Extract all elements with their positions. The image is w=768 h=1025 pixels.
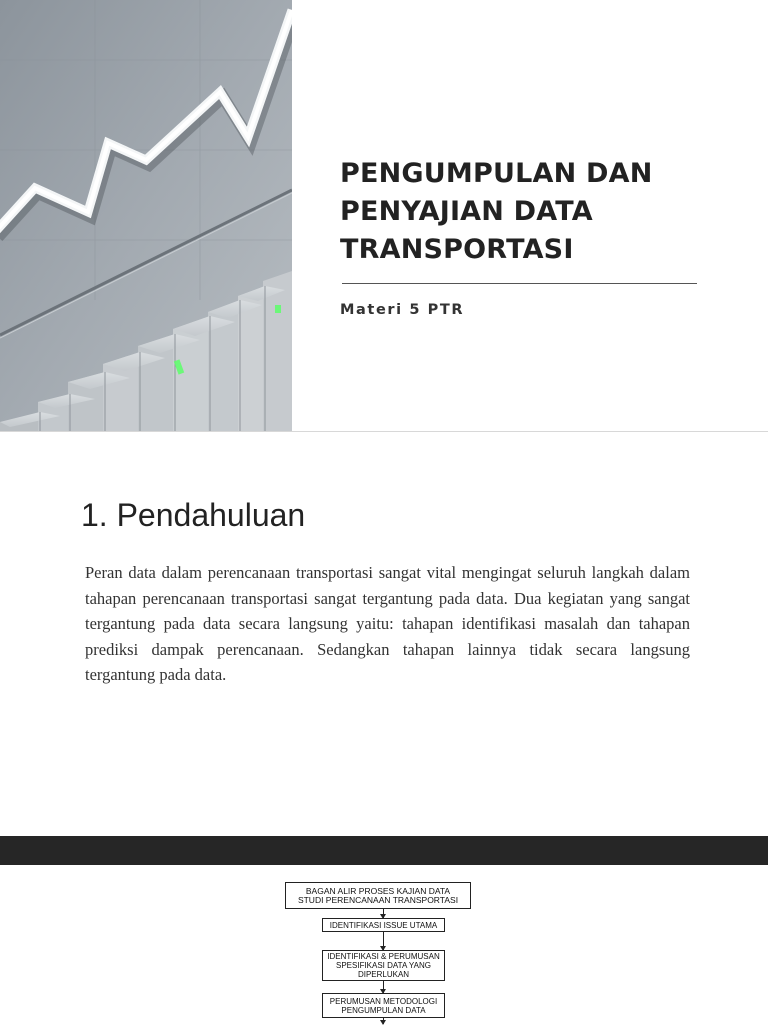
flowchart-step-3-line2: PENGUMPULAN DATA [341, 1005, 426, 1015]
flow-arrow-1 [383, 909, 384, 918]
staircase-growth-image [0, 0, 292, 432]
slide-header-bar [0, 836, 768, 865]
flowchart-step-3-line1: PERUMUSAN METODOLOGI [329, 996, 438, 1006]
flowchart-step-1-label: IDENTIFIKASI ISSUE UTAMA [329, 920, 438, 930]
presentation-subtitle: Materi 5 PTR [340, 302, 465, 318]
flow-arrow-4 [383, 1018, 384, 1024]
flowchart-step-2-line2: SPESIFIKASI DATA YANG [336, 961, 431, 970]
flowchart-step-2-line1: IDENTIFIKASI & PERUMUSAN [327, 952, 440, 961]
flowchart-step-1 [322, 918, 445, 932]
flowchart-header-line2: STUDI PERENCANAAN TRANSPORTASI [297, 894, 459, 905]
section-heading: 1. Pendahuluan [81, 497, 306, 533]
flowchart-header-line1: BAGAN ALIR PROSES KAJIAN DATA [305, 885, 451, 896]
title-block [340, 155, 700, 269]
title-divider [342, 283, 697, 284]
title-slide [0, 0, 768, 432]
flow-arrow-2 [383, 932, 384, 950]
introduction-paragraph: Peran data dalam perencanaan transportasi sangat vital mengingat seluruh langkah dalam tahapan perencanaan transportasi sangat tergantung pada data. Dua kegiatan yang sangat tergantung pada data secara langsung yaitu: tahapan identifikasi masalah dan tahapan prediksi dampak perencanaan. Sedangkan tahapan lainnya tidak secara langsung tergantung pada data. [85, 563, 690, 684]
flowchart-step-2 [322, 950, 445, 981]
flowchart-step-3 [322, 993, 445, 1018]
flow-arrow-3 [383, 981, 384, 993]
flowchart-header-box [285, 882, 471, 909]
presentation-title: PENGUMPULAN DAN PENYAJIAN DATA TRANSPORTASI [340, 158, 653, 265]
flowchart-step-2-line3: DIPERLUKAN [357, 970, 410, 979]
